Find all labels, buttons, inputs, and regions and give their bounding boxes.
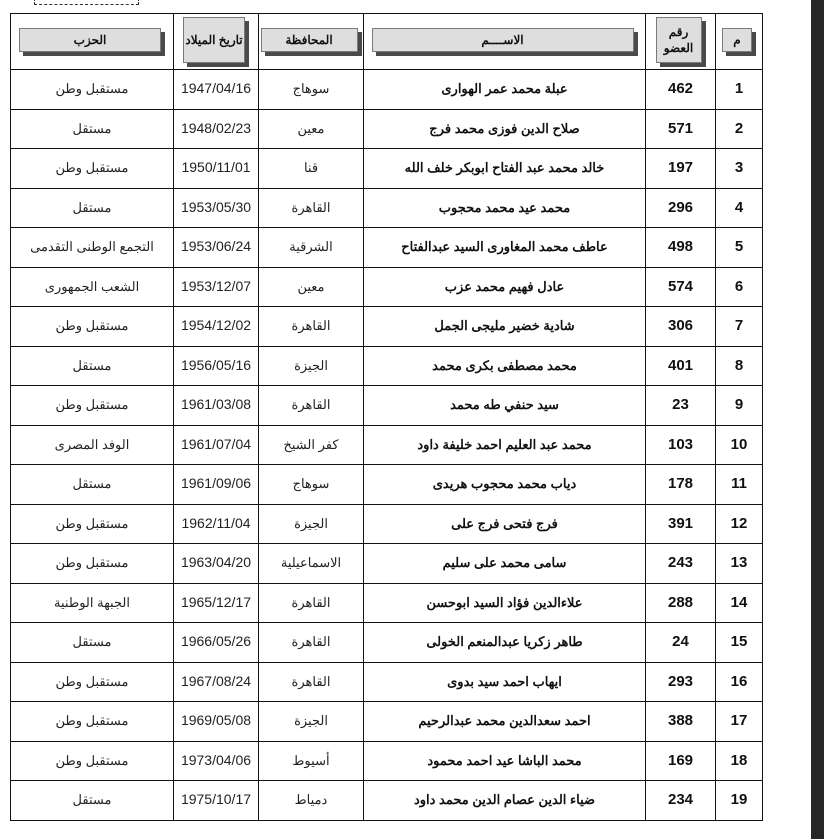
index-cell-text: 14 — [730, 593, 748, 611]
birth-date-cell — [174, 781, 259, 821]
name-cell-text: ايهاب احمد سيد بدوى — [447, 673, 562, 689]
birth-date-cell — [174, 425, 259, 465]
index-cell — [716, 781, 763, 821]
member-number-cell — [646, 544, 716, 584]
member-number-cell-text: 288 — [667, 593, 694, 611]
index-cell — [716, 307, 763, 347]
party-cell-text: مستقبل وطن — [55, 318, 129, 334]
governorate-cell — [259, 307, 364, 347]
governorate-cell-text: القاهرة — [291, 673, 331, 689]
table-row — [11, 702, 763, 742]
table-row — [11, 386, 763, 426]
top-dashed-box — [34, 0, 139, 5]
member-number-cell-text: 169 — [667, 751, 694, 769]
birth-date-cell — [174, 504, 259, 544]
name-cell-text: علاءالدين فؤاد السيد ابوحسن — [426, 594, 583, 610]
name-cell — [364, 307, 646, 347]
birth-date-cell — [174, 623, 259, 663]
governorate-cell — [259, 188, 364, 228]
birth-date-cell-text: 1950/11/01 — [181, 159, 251, 176]
name-cell — [364, 583, 646, 623]
index-cell-text: 19 — [730, 791, 748, 809]
header-cell-party — [11, 14, 174, 70]
party-cell — [11, 346, 174, 386]
member-number-cell-text: 574 — [667, 277, 694, 295]
party-cell-text: الوفد المصرى — [54, 436, 130, 452]
governorate-cell-text: أسيوط — [292, 752, 330, 768]
governorate-cell-text: القاهرة — [291, 318, 331, 334]
name-cell-text: فرج فتحى فرج على — [451, 515, 558, 531]
birth-date-cell-text: 1948/02/23 — [180, 119, 252, 136]
party-cell-text: مستقبل وطن — [55, 752, 129, 768]
party-cell — [11, 662, 174, 702]
table-row — [11, 662, 763, 702]
governorate-cell — [259, 386, 364, 426]
governorate-cell-text: معين — [297, 120, 325, 136]
governorate-cell — [259, 267, 364, 307]
table-row — [11, 70, 763, 110]
name-cell-text: ضياء الدين عصام الدين محمد داود — [413, 792, 596, 808]
name-cell-text: احمد سعدالدين محمد عبدالرحيم — [418, 713, 591, 729]
index-cell-text: 4 — [734, 198, 744, 216]
governorate-cell — [259, 504, 364, 544]
member-number-cell-text: 306 — [667, 317, 694, 335]
member-number-cell-text: 178 — [667, 475, 694, 493]
name-cell — [364, 228, 646, 268]
table-row — [11, 228, 763, 268]
governorate-cell-text: الجيزة — [294, 357, 328, 373]
name-cell — [364, 741, 646, 781]
birth-date-cell — [174, 109, 259, 149]
table-row — [11, 781, 763, 821]
name-cell-text: شادية خضير مليجى الجمل — [434, 318, 575, 334]
birth-date-cell — [174, 70, 259, 110]
index-cell — [716, 623, 763, 663]
governorate-cell-text: كفر الشيخ — [283, 436, 339, 452]
column-header-member-number: رقم العضو — [656, 17, 702, 63]
index-cell — [716, 228, 763, 268]
party-cell — [11, 781, 174, 821]
index-cell-text: 3 — [734, 159, 744, 177]
birth-date-cell — [174, 583, 259, 623]
party-cell — [11, 70, 174, 110]
birth-date-cell — [174, 346, 259, 386]
birth-date-cell — [174, 228, 259, 268]
governorate-cell — [259, 228, 364, 268]
index-cell — [716, 149, 763, 189]
party-cell-text: مستقبل وطن — [55, 555, 129, 571]
member-number-cell — [646, 109, 716, 149]
index-cell — [716, 583, 763, 623]
name-cell — [364, 504, 646, 544]
governorate-cell — [259, 346, 364, 386]
table-row — [11, 267, 763, 307]
member-number-cell — [646, 425, 716, 465]
member-number-cell — [646, 228, 716, 268]
governorate-cell-text: سوهاج — [292, 81, 330, 97]
birth-date-cell-text: 1954/12/02 — [180, 317, 252, 334]
birth-date-cell — [174, 267, 259, 307]
governorate-cell-text: القاهرة — [291, 199, 331, 215]
governorate-cell-text: القاهرة — [291, 634, 331, 650]
birth-date-cell — [174, 702, 259, 742]
name-cell — [364, 346, 646, 386]
members-table — [10, 13, 763, 821]
table-row — [11, 583, 763, 623]
party-cell — [11, 307, 174, 347]
party-cell — [11, 504, 174, 544]
name-cell — [364, 623, 646, 663]
birth-date-cell-text: 1953/05/30 — [180, 198, 252, 215]
index-cell — [716, 741, 763, 781]
member-number-cell — [646, 267, 716, 307]
column-header-party: الحزب — [19, 28, 161, 52]
party-cell-text: مستقل — [72, 199, 112, 215]
governorate-cell — [259, 741, 364, 781]
birth-date-cell-text: 1963/04/20 — [180, 554, 252, 571]
governorate-cell — [259, 544, 364, 584]
governorate-cell-text: الشرقية — [289, 239, 333, 255]
member-number-cell-text: 571 — [667, 119, 694, 137]
table-row — [11, 425, 763, 465]
party-cell-text: مستقبل وطن — [55, 515, 129, 531]
index-cell-text: 1 — [734, 80, 744, 98]
member-number-cell-text: 234 — [667, 791, 694, 809]
party-cell — [11, 267, 174, 307]
name-cell-text: عبلة محمد عمر الهوارى — [441, 81, 568, 97]
index-cell — [716, 702, 763, 742]
party-cell — [11, 544, 174, 584]
column-header-name: الاســــم — [372, 28, 634, 52]
birth-date-cell — [174, 465, 259, 505]
index-cell-text: 9 — [734, 396, 744, 414]
index-cell — [716, 346, 763, 386]
governorate-cell-text: دمياط — [294, 792, 328, 808]
party-cell-text: مستقل — [72, 476, 112, 492]
governorate-cell-text: القاهرة — [291, 594, 331, 610]
birth-date-cell-text: 1947/04/16 — [180, 80, 252, 97]
table-row — [11, 741, 763, 781]
party-cell-text: مستقبل وطن — [55, 160, 129, 176]
index-cell-text: 11 — [731, 475, 747, 493]
party-cell — [11, 702, 174, 742]
birth-date-cell-text: 1975/10/17 — [180, 791, 252, 808]
index-cell — [716, 267, 763, 307]
birth-date-cell-text: 1961/09/06 — [180, 475, 252, 492]
member-number-cell-text: 293 — [667, 672, 694, 690]
member-number-cell — [646, 149, 716, 189]
member-number-cell — [646, 346, 716, 386]
birth-date-cell-text: 1969/05/08 — [180, 712, 252, 729]
index-cell — [716, 109, 763, 149]
birth-date-cell-text: 1961/03/08 — [180, 396, 252, 413]
name-cell — [364, 425, 646, 465]
birth-date-cell — [174, 188, 259, 228]
party-cell — [11, 623, 174, 663]
index-cell-text: 10 — [730, 435, 748, 453]
party-cell-text: مستقبل وطن — [55, 673, 129, 689]
index-cell-text: 18 — [730, 751, 748, 769]
party-cell-text: مستقبل وطن — [55, 81, 129, 97]
member-number-cell — [646, 70, 716, 110]
index-cell — [716, 544, 763, 584]
governorate-cell-text: الجيزة — [294, 713, 328, 729]
member-number-cell — [646, 781, 716, 821]
governorate-cell — [259, 662, 364, 702]
member-number-cell-text: 243 — [667, 554, 694, 572]
index-cell-text: 8 — [734, 356, 744, 374]
birth-date-cell — [174, 741, 259, 781]
party-cell-text: مستقبل وطن — [55, 713, 129, 729]
name-cell — [364, 149, 646, 189]
table-row — [11, 504, 763, 544]
index-cell-text: 13 — [730, 554, 748, 572]
birth-date-cell-text: 1967/08/24 — [180, 672, 252, 689]
party-cell-text: التجمع الوطنى التقدمى — [30, 239, 154, 255]
index-cell — [716, 504, 763, 544]
member-number-cell-text: 388 — [667, 712, 694, 730]
name-cell — [364, 781, 646, 821]
party-cell-text: مستقل — [72, 357, 112, 373]
governorate-cell — [259, 149, 364, 189]
member-number-cell-text: 401 — [667, 356, 694, 374]
member-number-cell-text: 498 — [667, 238, 694, 256]
table-row — [11, 346, 763, 386]
name-cell — [364, 702, 646, 742]
index-cell — [716, 662, 763, 702]
member-number-cell — [646, 465, 716, 505]
birth-date-cell — [174, 149, 259, 189]
table-header-row — [11, 14, 763, 70]
index-cell-text: 12 — [730, 514, 748, 532]
header-cell-birth-date — [174, 14, 259, 70]
governorate-cell — [259, 781, 364, 821]
party-cell — [11, 228, 174, 268]
member-number-cell — [646, 504, 716, 544]
index-cell — [716, 465, 763, 505]
member-number-cell — [646, 623, 716, 663]
governorate-cell — [259, 425, 364, 465]
birth-date-cell — [174, 386, 259, 426]
index-cell — [716, 386, 763, 426]
member-number-cell-text: 296 — [667, 198, 694, 216]
name-cell — [364, 465, 646, 505]
name-cell — [364, 662, 646, 702]
governorate-cell-text: معين — [297, 278, 325, 294]
birth-date-cell-text: 1953/12/07 — [180, 277, 252, 294]
index-cell-text: 15 — [730, 633, 748, 651]
party-cell — [11, 425, 174, 465]
party-cell — [11, 741, 174, 781]
party-cell-text: مستقبل وطن — [55, 397, 129, 413]
governorate-cell — [259, 583, 364, 623]
name-cell — [364, 188, 646, 228]
name-cell-text: خالد محمد عبد الفتاح ابوبكر خلف الله — [404, 160, 605, 176]
index-cell-text: 2 — [734, 119, 744, 137]
governorate-cell — [259, 702, 364, 742]
party-cell-text: مستقل — [72, 792, 112, 808]
name-cell-text: محمد عبد العليم احمد خليفة داود — [417, 436, 592, 452]
name-cell-text: محمد عيد محمد محجوب — [438, 199, 571, 215]
index-cell — [716, 70, 763, 110]
birth-date-cell-text: 1965/12/17 — [180, 593, 252, 610]
member-number-cell — [646, 188, 716, 228]
index-cell-text: 16 — [730, 672, 748, 690]
governorate-cell-text: الجيزة — [294, 515, 328, 531]
party-cell — [11, 583, 174, 623]
name-cell-text: عاطف محمد المغاورى السيد عبدالفتاح — [401, 239, 608, 255]
viewer-side-panel — [811, 0, 824, 839]
member-number-cell-text: 391 — [667, 514, 694, 532]
birth-date-cell-text: 1966/05/26 — [180, 633, 252, 650]
name-cell — [364, 386, 646, 426]
index-cell-text: 7 — [734, 317, 744, 335]
column-header-governorate: المحافظة — [261, 28, 358, 52]
column-header-index: م — [722, 28, 752, 52]
governorate-cell-text: الاسماعيلية — [280, 555, 342, 571]
member-number-cell — [646, 307, 716, 347]
member-number-cell — [646, 386, 716, 426]
table-row — [11, 307, 763, 347]
party-cell-text: مستقل — [72, 120, 112, 136]
column-header-birth-date: تاريخ الميلاد — [183, 17, 245, 63]
header-cell-governorate — [259, 14, 364, 70]
member-number-cell-text: 462 — [667, 80, 694, 98]
table-row — [11, 109, 763, 149]
governorate-cell-text: قنا — [303, 160, 319, 176]
name-cell — [364, 109, 646, 149]
birth-date-cell — [174, 544, 259, 584]
name-cell-text: سامى محمد على سليم — [442, 555, 567, 571]
party-cell — [11, 386, 174, 426]
name-cell-text: سيد حنفي طه محمد — [450, 397, 559, 413]
member-number-cell — [646, 741, 716, 781]
table-row — [11, 465, 763, 505]
member-number-cell-text: 103 — [667, 435, 694, 453]
birth-date-cell-text: 1973/04/06 — [180, 751, 252, 768]
party-cell — [11, 149, 174, 189]
birth-date-cell — [174, 662, 259, 702]
index-cell-text: 5 — [734, 238, 744, 256]
table-row — [11, 188, 763, 228]
birth-date-cell-text: 1962/11/04 — [181, 514, 251, 531]
name-cell-text: محمد مصطفى بكرى محمد — [432, 357, 577, 373]
name-cell — [364, 267, 646, 307]
member-number-cell — [646, 583, 716, 623]
member-number-cell — [646, 662, 716, 702]
name-cell — [364, 70, 646, 110]
name-cell — [364, 544, 646, 584]
governorate-cell-text: سوهاج — [292, 476, 330, 492]
party-cell — [11, 188, 174, 228]
governorate-cell — [259, 109, 364, 149]
birth-date-cell — [174, 307, 259, 347]
name-cell-text: دياب محمد محجوب هريدى — [432, 476, 577, 492]
name-cell-text: طاهر زكريا عبدالمنعم الخولى — [426, 634, 583, 650]
governorate-cell — [259, 465, 364, 505]
table-body — [11, 70, 763, 821]
governorate-cell — [259, 623, 364, 663]
party-cell-text: مستقل — [72, 634, 112, 650]
party-cell-text: الجبهة الوطنية — [54, 594, 130, 610]
header-cell-member-number — [646, 14, 716, 70]
header-cell-index — [716, 14, 763, 70]
party-cell — [11, 465, 174, 505]
name-cell-text: عادل فهيم محمد عزب — [444, 278, 565, 294]
index-cell-text: 6 — [734, 277, 744, 295]
governorate-cell — [259, 70, 364, 110]
name-cell-text: صلاح الدين فوزى محمد فرج — [429, 120, 580, 136]
birth-date-cell-text: 1961/07/04 — [180, 435, 252, 452]
member-number-cell-text: 24 — [672, 633, 689, 651]
index-cell — [716, 188, 763, 228]
member-number-cell — [646, 702, 716, 742]
birth-date-cell-text: 1956/05/16 — [180, 356, 252, 373]
table-row — [11, 623, 763, 663]
index-cell — [716, 425, 763, 465]
member-number-cell-text: 197 — [667, 159, 694, 177]
birth-date-cell-text: 1953/06/24 — [180, 238, 252, 255]
party-cell — [11, 109, 174, 149]
governorate-cell-text: القاهرة — [291, 397, 331, 413]
party-cell-text: الشعب الجمهورى — [44, 278, 140, 294]
table-row — [11, 149, 763, 189]
member-number-cell-text: 23 — [672, 396, 689, 414]
header-cell-name — [364, 14, 646, 70]
index-cell-text: 17 — [730, 712, 748, 730]
name-cell-text: محمد الباشا عيد احمد محمود — [427, 752, 582, 768]
table-row — [11, 544, 763, 584]
